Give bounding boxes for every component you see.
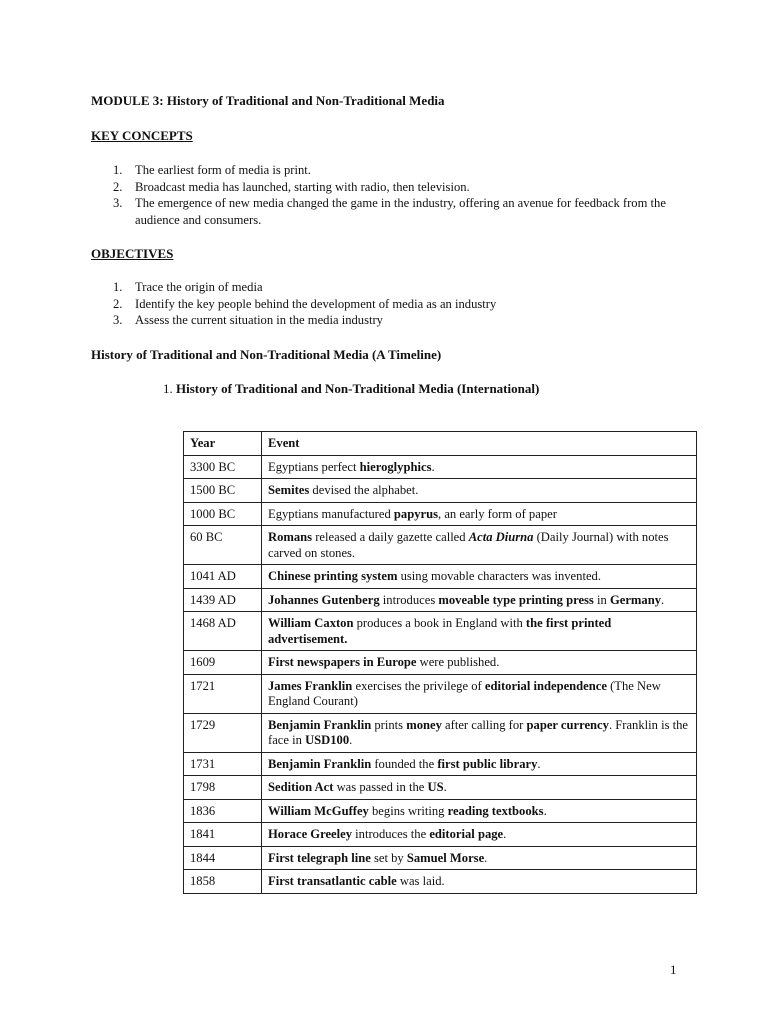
event-text-segment: after calling for	[441, 717, 527, 732]
event-text-segment: papyrus	[393, 506, 439, 521]
year-cell: 3300 BC	[184, 455, 262, 479]
table-row	[184, 823, 697, 847]
event-text-segment: .	[543, 803, 547, 818]
event-text-segment: Chinese printing system	[268, 569, 398, 583]
year-cell: 1798	[184, 776, 262, 800]
table-row	[184, 713, 697, 752]
subsection-title: History of Traditional and Non-Traditional Media (International)	[176, 381, 540, 396]
objectives-heading: OBJECTIVES	[91, 246, 174, 261]
table-row	[184, 502, 697, 526]
event-text-segment: Benjamin Franklin	[268, 717, 372, 732]
timeline-table-body	[184, 455, 697, 893]
year-cell: 1439 AD	[184, 588, 262, 612]
event-cell	[262, 479, 697, 503]
event-text-segment: Egyptians perfect	[268, 459, 360, 474]
event-text-segment: produces a book in England with	[353, 616, 526, 630]
event-cell	[262, 713, 697, 752]
event-text-segment: Acta Diurna	[468, 530, 534, 544]
year-cell: 1729	[184, 713, 262, 752]
year-cell: 1468 AD	[184, 612, 262, 651]
list-item: 3. The emergence of new media changed the game in the industry, offering an avenue for feedback from the audience and consumers.	[113, 196, 666, 227]
event-text-segment: set by	[370, 850, 407, 865]
event-text-segment: US	[427, 780, 444, 794]
event-text-segment: Sedition Act	[268, 780, 334, 794]
year-cell: 60 BC	[184, 526, 262, 565]
event-text-segment: begins writing	[368, 803, 448, 818]
event-cell	[262, 502, 697, 526]
event-cell	[262, 823, 697, 847]
objectives-list	[91, 279, 691, 329]
event-text-segment: Semites	[268, 483, 310, 497]
event-text-segment: exercises the privilege of	[352, 678, 485, 693]
event-cell	[262, 870, 697, 894]
event-text-segment: in	[593, 592, 610, 607]
event-column-header: Event	[262, 432, 697, 456]
event-text-segment: (The New England Courant)	[268, 678, 661, 708]
year-cell: 1000 BC	[184, 502, 262, 526]
event-text-segment: hieroglyphics	[359, 459, 432, 474]
year-cell: 1721	[184, 674, 262, 713]
table-row	[184, 455, 697, 479]
event-text-segment: Romans	[268, 530, 313, 544]
event-text-segment: Samuel Morse	[406, 850, 485, 865]
event-text-segment: . Franklin is the face in	[268, 717, 689, 747]
event-text-segment: William McGuffey	[268, 803, 369, 818]
event-text-segment: released a daily gazette called	[312, 530, 469, 544]
table-header-row	[184, 432, 697, 456]
year-cell: 1609	[184, 651, 262, 675]
key-concepts-heading: KEY CONCEPTS	[91, 128, 193, 143]
event-text-segment: founded the	[371, 756, 438, 771]
event-text-segment: moveable type printing press	[438, 592, 594, 607]
event-cell	[262, 526, 697, 565]
event-text-segment: was laid.	[396, 874, 445, 888]
year-cell: 1844	[184, 846, 262, 870]
event-text-segment: First newspapers in Europe	[268, 655, 417, 669]
table-row	[184, 565, 697, 589]
event-text-segment: Egyptians manufactured	[268, 506, 394, 521]
table-row	[184, 752, 697, 776]
event-text-segment: .	[503, 827, 507, 841]
table-row	[184, 588, 697, 612]
event-text-segment: devised the alphabet.	[309, 483, 419, 497]
event-text-segment: .	[661, 592, 665, 607]
list-item: 1. Trace the origin of media	[113, 280, 263, 294]
event-text-segment: editorial independence	[484, 678, 607, 693]
event-text-segment: introduces the	[352, 827, 430, 841]
event-cell	[262, 612, 697, 651]
page-number: 1	[670, 962, 677, 977]
table-row	[184, 799, 697, 823]
event-text-segment: .	[537, 756, 541, 771]
event-text-segment: James Franklin	[268, 678, 353, 693]
event-text-segment: introduces	[379, 592, 439, 607]
event-text-segment: , an early form of paper	[438, 506, 557, 521]
event-text-segment: editorial page	[429, 827, 504, 841]
event-cell	[262, 846, 697, 870]
event-text-segment: using movable characters was invented.	[397, 569, 601, 583]
table-row	[184, 776, 697, 800]
list-item: 3. Assess the current situation in the media industry	[113, 313, 383, 328]
event-text-segment: Germany	[609, 592, 662, 607]
event-text-segment: paper currency	[526, 717, 609, 732]
key-concepts-list	[91, 162, 691, 228]
event-text-segment: were published.	[416, 655, 500, 669]
year-cell: 1836	[184, 799, 262, 823]
event-text-segment: was passed in the	[333, 780, 428, 794]
event-text-segment: .	[443, 780, 447, 794]
table-row	[184, 846, 697, 870]
subsection-heading	[163, 381, 539, 397]
table-row	[184, 612, 697, 651]
table-row	[184, 526, 697, 565]
event-text-segment: reading textbooks	[447, 803, 544, 818]
event-text-segment: USD100	[305, 733, 350, 747]
event-text-segment: First transatlantic cable	[268, 874, 397, 888]
table-row	[184, 479, 697, 503]
year-cell: 1858	[184, 870, 262, 894]
event-cell	[262, 752, 697, 776]
year-cell: 1041 AD	[184, 565, 262, 589]
list-item: 2. Broadcast media has launched, starting with radio, then television.	[113, 179, 470, 194]
list-item: 1. The earliest form of media is print.	[113, 163, 311, 177]
event-cell	[262, 651, 697, 675]
event-cell	[262, 674, 697, 713]
event-text-segment: prints	[371, 717, 407, 732]
event-text-segment: first public library	[437, 756, 538, 771]
event-cell	[262, 588, 697, 612]
event-text-segment: .	[484, 850, 488, 865]
year-cell: 1500 BC	[184, 479, 262, 503]
list-item: 2. Identify the key people behind the development of media as an industry	[113, 296, 497, 311]
timeline-heading: History of Traditional and Non-Traditional Media (A Timeline)	[91, 347, 442, 362]
event-text-segment: .	[349, 733, 353, 747]
event-cell	[262, 565, 697, 589]
event-text-segment: First telegraph line	[268, 850, 371, 865]
event-cell	[262, 455, 697, 479]
table-row	[184, 870, 697, 894]
event-text-segment: Johannes Gutenberg	[268, 592, 380, 607]
event-text-segment: .	[431, 459, 435, 474]
event-text-segment: William Caxton	[268, 616, 354, 630]
module-title: MODULE 3: History of Traditional and Non-Traditional Media	[91, 93, 445, 108]
event-cell	[262, 776, 697, 800]
table-row	[184, 674, 697, 713]
event-text-segment: the first printed advertisement.	[268, 616, 612, 646]
event-text-segment: money	[406, 717, 442, 732]
year-cell: 1731	[184, 752, 262, 776]
table-row	[184, 651, 697, 675]
event-cell	[262, 799, 697, 823]
event-text-segment: Benjamin Franklin	[268, 756, 372, 771]
subsection-number: 1.	[163, 381, 173, 396]
year-cell: 1841	[184, 823, 262, 847]
year-column-header: Year	[184, 432, 262, 456]
timeline-table	[183, 431, 697, 894]
event-text-segment: (Daily Journal) with notes carved on stones.	[268, 530, 669, 560]
event-text-segment: Horace Greeley	[268, 827, 353, 841]
